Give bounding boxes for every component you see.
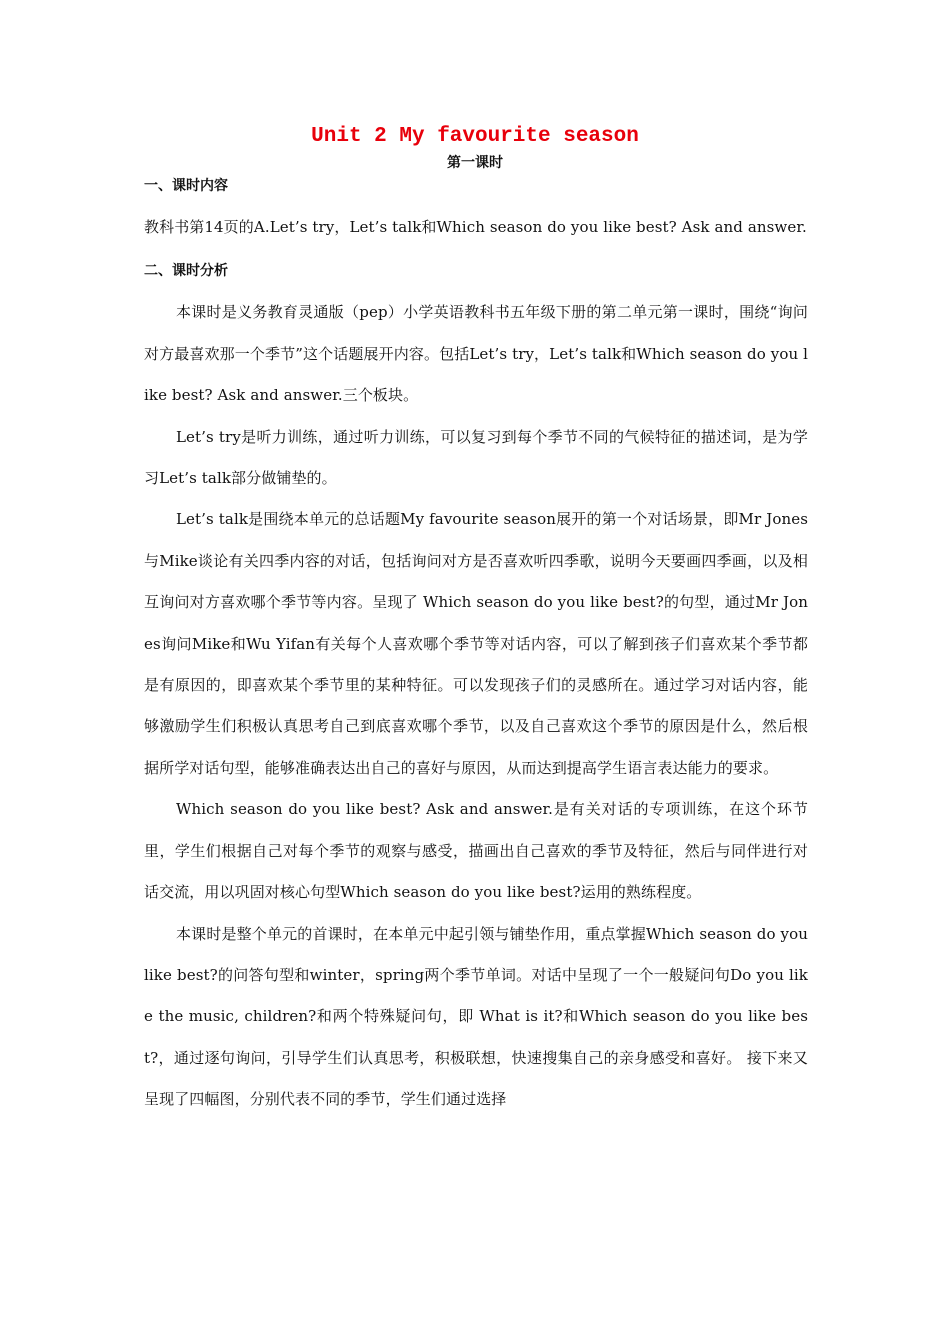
section-heading-lesson-content: 一、课时内容 [144,178,228,194]
paragraph: Let’s try是听力训练，通过听力训练，可以复习到每个季节不同的气候特征的描述词，是为学习Let’s talk部分做铺垫的。 [144,427,808,488]
paragraph: Which season do you like best? Ask and answer.是有关对话的专项训练，在这个环节里，学生们根据自己对每个季节的观察与感受，描画出自己喜欢的季节及特征，然后与同伴进行对话交流，用以巩固对核心句型Which season do you like best?运用的熟练程度。 [144,800,808,902]
paragraph: 本课时是义务教育灵通版（pep）小学英语教科书五年级下册的第二单元第一课时，围绕“询问对方最喜欢那一个季节”这个话题展开内容。包括Let’s try，Let’s talk和Which season do you like best? Ask and answer.三个板块。 [144,303,808,405]
lesson-subtitle: 第一课时 [447,155,503,171]
section-heading-lesson-analysis: 二、课时分析 [144,263,228,280]
document-title: Unit 2 My favourite season [311,125,639,148]
document-body [144,175,808,1121]
paragraph: 本课时是整个单元的首课时，在本单元中起引领与铺垫作用，重点掌握Which season do you like best?的问答句型和winter，spring两个季节单词。对话中呈现了一个一般疑问句Do you like the music, children?和两个特殊疑问句，即 What is it?和Which season do you like best?，通过逐句询问，引导学生们认真思考，积极联想，快速搜集自己的亲身感受和喜好。 接下来又呈现了四幅图，分别代表不同的季节，学生们通过选择 [144,924,808,1109]
paragraph: 教科书第14页的A.Let’s try，Let’s talk和Which season do you like best? Ask and answer. [144,218,807,236]
paragraph: Let’s talk是围绕本单元的总话题My favourite season展开的第一个对话场景，即Mr Jones与Mike谈论有关四季内容的对话，包括询问对方是否喜欢听四季歌，说明今天要画四季画，以及相互询问对方喜欢哪个季节等内容。呈现了 Which season do you like best?的句型，通过Mr Jones询问Mike和Wu Yifan有关每个人喜欢哪个季节等对话内容，可以了解到孩子们喜欢某个季节都是有原因的，即喜欢某个季节里的某种特征。可以发现孩子们的灵感所在。通过学习对话内容，能够激励学生们积极认真思考自己到底喜欢哪个季节，以及自己喜欢这个季节的原因是什么，然后根据所学对话句型，能够准确表达出自己的喜好与原因，从而达到提高学生语言表达能力的要求。 [144,510,808,777]
